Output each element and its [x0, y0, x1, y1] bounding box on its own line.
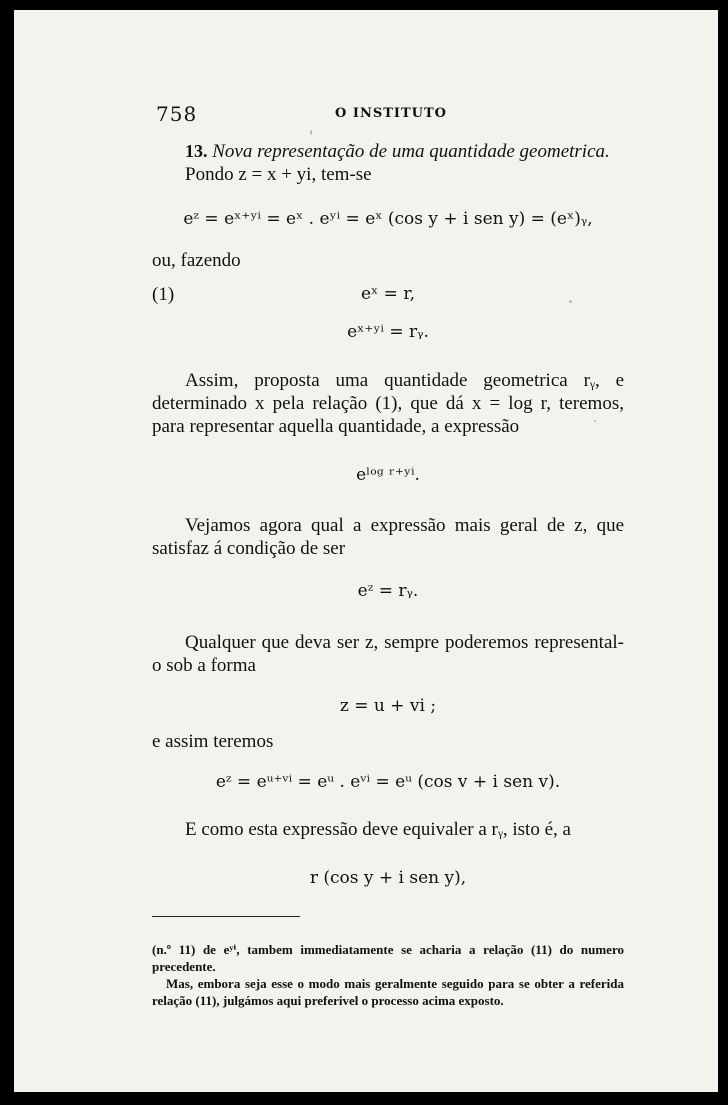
book-page	[14, 10, 718, 1092]
paragraph-2: ou, fazendo	[152, 250, 241, 271]
scan-speck	[310, 130, 312, 135]
page-body	[152, 140, 624, 1009]
section-number: 13.	[185, 141, 208, 161]
footnote-1: (n.º 11) de eʸⁱ, tambem immediatamente se acharia a relação (11) do numero precedente.	[152, 942, 624, 974]
footnote-rule	[152, 916, 300, 917]
footnote-2: Mas, embora seja esse o modo mais geralmente seguido para se obter a referida relação (11), julgámos aqui preferivel o processo acima exposto.	[152, 976, 624, 1008]
scan-speck	[569, 300, 572, 303]
paragraph-6: e assim teremos	[152, 731, 274, 752]
paragraph-1: Pondo z = x + yi, tem-se	[185, 164, 372, 185]
section-title: Nova representação de uma quantidade geometrica.	[212, 141, 610, 162]
equation-5: eᶻ = rᵧ.	[357, 581, 419, 601]
equation-6: z = u + vi ;	[339, 696, 437, 716]
equation-2-line	[152, 283, 624, 307]
page-header	[156, 102, 626, 126]
equation-8: r (cos y + i sen y),	[309, 868, 467, 888]
equation-1: eᶻ = eˣ⁺ʸⁱ = eˣ . eʸⁱ = eˣ (cos y + i sen y) = (eˣ)ᵧ,	[183, 209, 593, 229]
page-number: 758	[156, 102, 198, 126]
equation-2-label: (1)	[152, 284, 175, 305]
equation-2: eˣ = r,	[361, 284, 415, 304]
running-title: O INSTITUTO	[335, 106, 447, 121]
equation-3: eˣ⁺ʸⁱ = rᵧ.	[347, 322, 429, 342]
equation-4: eˡᵒᵍ ʳ⁺ʸⁱ.	[356, 465, 420, 485]
paragraph-4: Vejamos agora qual a expressão mais geral de z, que satisfaz á condição de ser	[152, 515, 624, 559]
paragraph-3: Assim, proposta uma quantidade geometrica rᵧ, e determinado x pela relação (1), que dá x = log r, teremos, para representar aquella quantidade, a expressão	[152, 370, 624, 437]
equation-7: eᶻ = eᵘ⁺ᵛⁱ = eᵘ . eᵛⁱ = eᵘ (cos v + i sen v).	[215, 772, 561, 792]
section-heading	[152, 140, 624, 163]
paragraph-7: E como esta expressão deve equivaler a rᵧ, isto é, a	[185, 819, 571, 840]
scan-speck	[594, 420, 596, 422]
paragraph-5: Qualquer que deva ser z, sempre poderemos represental-o sob a forma	[152, 632, 624, 676]
